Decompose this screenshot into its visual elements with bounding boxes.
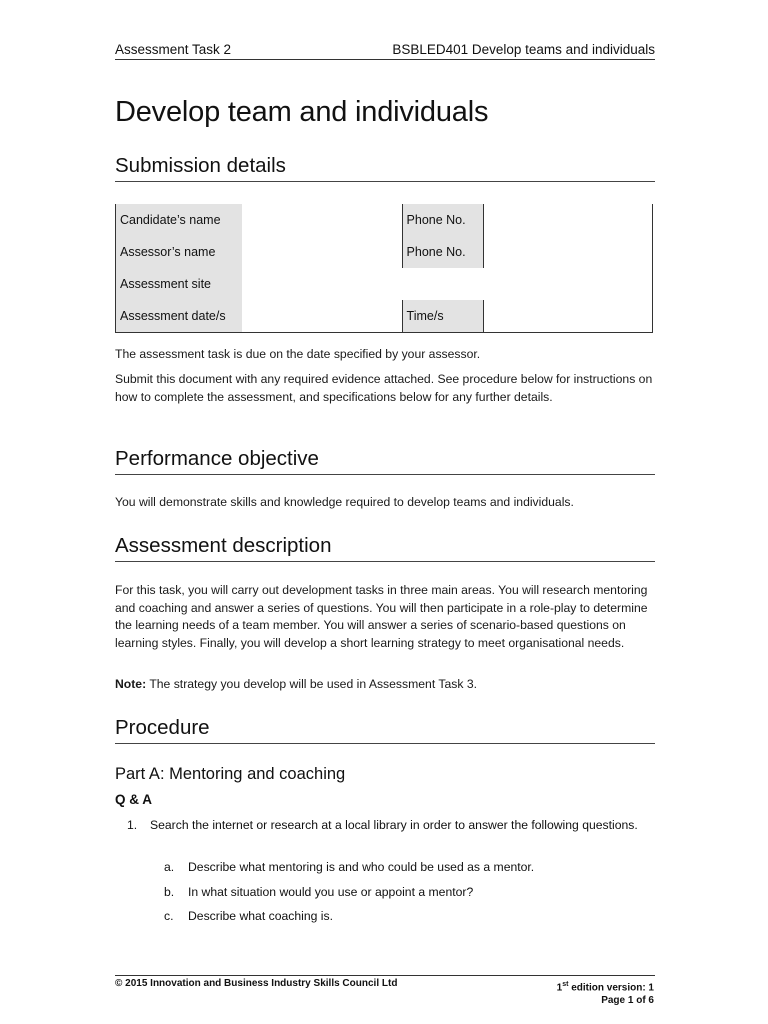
table-row	[116, 300, 653, 333]
note-body: The strategy you develop will be used in Assessment Task 3.	[146, 677, 477, 691]
time-field[interactable]	[483, 300, 652, 333]
assessor-phone-label: Phone No.	[402, 236, 483, 268]
candidate-phone-label: Phone No.	[402, 204, 483, 236]
footer-copyright: © 2015 Innovation and Business Industry Skills Council Ltd	[115, 978, 398, 989]
description-heading: Assessment description	[115, 534, 655, 562]
submit-instructions-text: Submit this document with any required evidence attached. See procedure below for instructions on how to complete the assessment, and specifications below for any further details.	[115, 372, 653, 404]
due-date-text: The assessment task is due on the date specified by your assessor.	[115, 347, 481, 361]
assessment-site-label: Assessment site	[116, 268, 243, 300]
header-task: Assessment Task 2	[115, 42, 232, 57]
page-title: Develop team and individuals	[115, 96, 489, 128]
performance-text: You will demonstrate skills and knowledge required to develop teams and individuals.	[115, 495, 574, 509]
table-row	[116, 268, 653, 300]
footer-edition	[557, 978, 654, 1007]
item-text: Search the internet or research at a local library in order to answer the following questions.	[150, 818, 638, 832]
qa-heading: Q & A	[115, 792, 152, 807]
edition-suffix: st	[562, 981, 569, 988]
note-label: Note:	[115, 677, 147, 691]
assessment-date-field[interactable]	[242, 300, 402, 333]
page-header	[115, 42, 655, 60]
page-number: Page 1 of 6	[601, 995, 654, 1007]
part-a-heading: Part A: Mentoring and coaching	[115, 765, 346, 783]
footer-divider	[115, 975, 655, 976]
subitem-letter: b.	[164, 885, 175, 899]
table-row	[116, 204, 653, 236]
assessor-name-label: Assessor’s name	[116, 236, 243, 268]
assessor-phone-field[interactable]	[483, 236, 652, 268]
candidate-name-label: Candidate’s name	[116, 204, 243, 236]
submission-heading: Submission details	[115, 154, 655, 182]
subitem-text: Describe what mentoring is and who could be used as a mentor.	[188, 860, 535, 874]
candidate-phone-field[interactable]	[483, 204, 652, 236]
description-text: For this task, you will carry out development tasks in three main areas. You will research mentoring and coaching and answer a series of questions. You will then participate in a role-play to determine the learning needs of a team member. You will answer a series of scenario-based questions on learning styles. Finally, you will develop a short learning strategy to meet organisational needs.	[115, 583, 648, 650]
subitem-text: Describe what coaching is.	[188, 909, 333, 923]
header-unit: BSBLED401 Develop teams and individuals	[392, 42, 655, 57]
subitem-letter: a.	[164, 860, 175, 874]
submission-table	[115, 204, 653, 333]
subitem-text: In what situation would you use or appoint a mentor?	[188, 885, 474, 899]
edition-number: 1	[556, 982, 563, 994]
item-number: 1.	[127, 818, 138, 832]
performance-heading: Performance objective	[115, 447, 655, 475]
subitem-letter: c.	[164, 909, 174, 923]
assessor-name-field[interactable]	[242, 236, 402, 268]
procedure-heading: Procedure	[115, 716, 655, 744]
table-row	[116, 236, 653, 268]
assessment-site-field[interactable]	[242, 268, 653, 300]
edition-version	[557, 978, 654, 994]
candidate-name-field[interactable]	[242, 204, 402, 236]
note-text	[115, 676, 655, 694]
edition-text: edition version: 1	[568, 982, 654, 994]
time-label: Time/s	[402, 300, 483, 333]
assessment-date-label: Assessment date/s	[116, 300, 243, 333]
